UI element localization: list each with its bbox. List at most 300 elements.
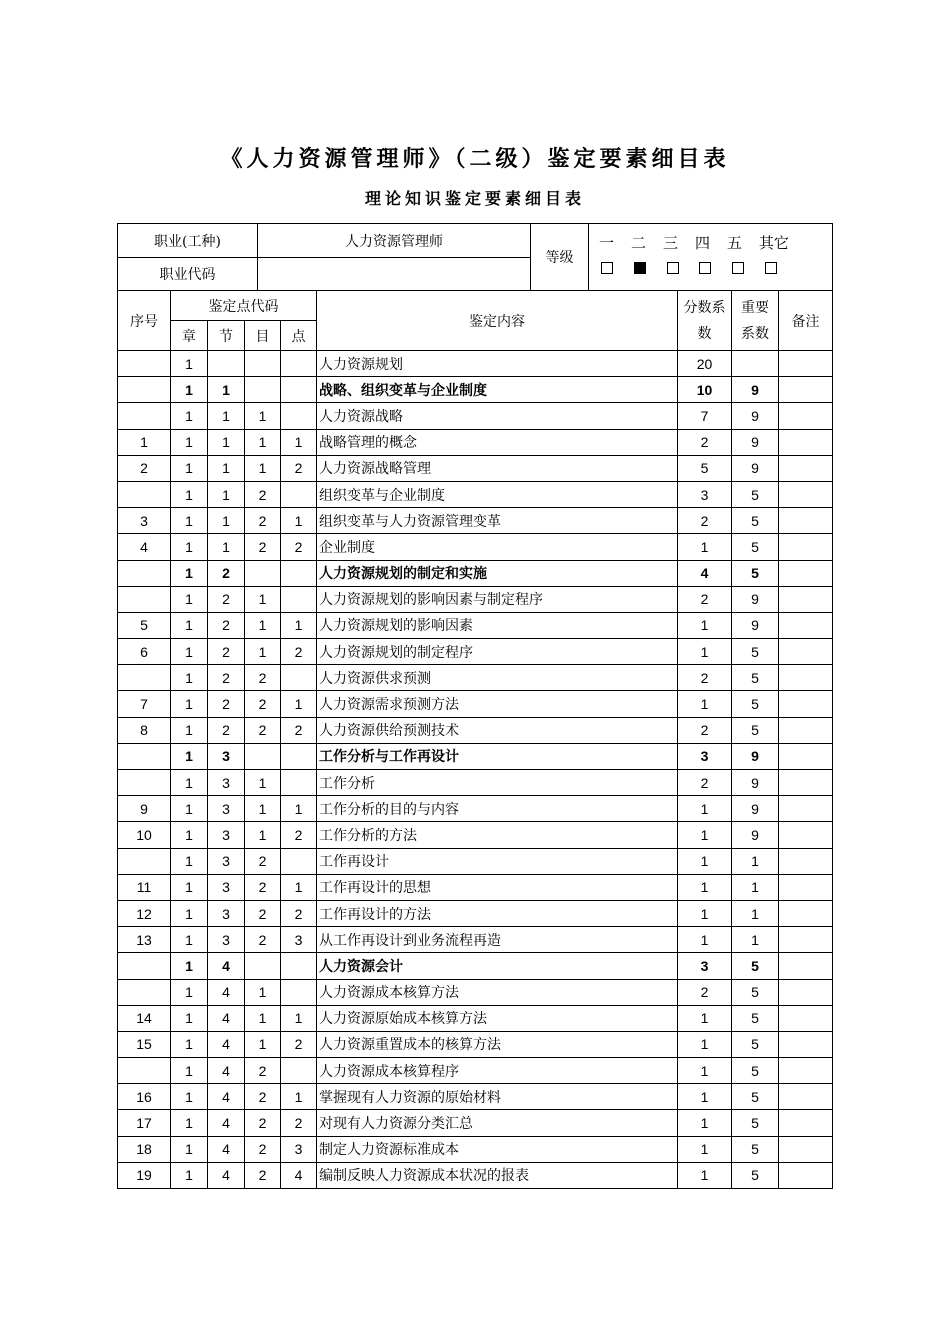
cell-point: 1: [281, 1005, 317, 1031]
grade-option-label: 五: [726, 234, 742, 252]
cell-chapter: 1: [171, 508, 208, 534]
cell-weight: 5: [732, 1162, 779, 1188]
cell-section: 4: [208, 1005, 245, 1031]
cell-point: 2: [281, 900, 317, 926]
cell-weight: 9: [732, 796, 779, 822]
table-row: [118, 534, 833, 560]
cell-point: 3: [281, 927, 317, 953]
occupation-value: 人力资源管理师: [258, 224, 531, 258]
cell-item: 2: [245, 1058, 281, 1084]
cell-content: 工作再设计的思想: [317, 874, 678, 900]
table-row: [118, 455, 833, 481]
cell-content: 人力资源原始成本核算方法: [317, 1005, 678, 1031]
grade-checkbox[interactable]: [634, 262, 646, 274]
table-row: [118, 351, 833, 377]
grade-option-label: 四: [694, 234, 710, 252]
cell-seq: 15: [118, 1031, 171, 1057]
cell-score: 1: [678, 1110, 732, 1136]
cell-score: 20: [678, 351, 732, 377]
cell-remark: [779, 796, 833, 822]
cell-item: 1: [245, 822, 281, 848]
grade-checkbox[interactable]: [601, 262, 613, 274]
grade-checkboxes: [601, 262, 777, 274]
table-row: [118, 822, 833, 848]
cell-seq: 1: [118, 429, 171, 455]
cell-item: [245, 743, 281, 769]
cell-weight: 5: [732, 665, 779, 691]
cell-remark: [779, 1031, 833, 1057]
cell-weight: 9: [732, 743, 779, 769]
cell-point: [281, 770, 317, 796]
cell-remark: [779, 1136, 833, 1162]
cell-content: 人力资源供给预测技术: [317, 717, 678, 743]
grade-option-label: 其它: [758, 234, 789, 252]
cell-score: 1: [678, 534, 732, 560]
cell-content: 战略管理的概念: [317, 429, 678, 455]
cell-point: 1: [281, 429, 317, 455]
cell-score: 1: [678, 796, 732, 822]
cell-point: 3: [281, 1136, 317, 1162]
cell-section: 4: [208, 1084, 245, 1110]
cell-chapter: 1: [171, 1084, 208, 1110]
cell-score: 1: [678, 612, 732, 638]
cell-item: 2: [245, 1084, 281, 1110]
cell-item: 2: [245, 1110, 281, 1136]
col-score-header-line1: 分数系: [683, 299, 726, 316]
cell-score: 1: [678, 691, 732, 717]
cell-content: 从工作再设计到业务流程再造: [317, 927, 678, 953]
cell-chapter: 1: [171, 822, 208, 848]
cell-seq: 12: [118, 900, 171, 926]
cell-section: 1: [208, 377, 245, 403]
cell-content: 工作再设计: [317, 848, 678, 874]
cell-score: 1: [678, 1005, 732, 1031]
cell-seq: [118, 377, 171, 403]
cell-seq: 2: [118, 455, 171, 481]
cell-chapter: 1: [171, 874, 208, 900]
cell-weight: 9: [732, 612, 779, 638]
cell-weight: 5: [732, 1031, 779, 1057]
cell-chapter: 1: [171, 796, 208, 822]
grade-labels: [599, 232, 789, 253]
cell-weight: 5: [732, 534, 779, 560]
cell-point: [281, 351, 317, 377]
cell-item: 2: [245, 1136, 281, 1162]
table-row: [118, 481, 833, 507]
cell-content: 企业制度: [317, 534, 678, 560]
cell-content: 战略、组织变革与企业制度: [317, 377, 678, 403]
cell-section: 1: [208, 429, 245, 455]
cell-seq: [118, 665, 171, 691]
cell-weight: 1: [732, 874, 779, 900]
cell-point: 4: [281, 1162, 317, 1188]
cell-point: [281, 953, 317, 979]
cell-remark: [779, 560, 833, 586]
cell-chapter: 1: [171, 1162, 208, 1188]
cell-section: 3: [208, 822, 245, 848]
cell-section: 3: [208, 874, 245, 900]
cell-item: 2: [245, 874, 281, 900]
cell-seq: [118, 743, 171, 769]
table-row: [118, 1058, 833, 1084]
cell-seq: 16: [118, 1084, 171, 1110]
table-row: [118, 1005, 833, 1031]
cell-remark: [779, 351, 833, 377]
cell-remark: [779, 1110, 833, 1136]
col-item-header: 目: [245, 321, 281, 351]
cell-seq: 13: [118, 927, 171, 953]
cell-section: 4: [208, 1136, 245, 1162]
cell-seq: 8: [118, 717, 171, 743]
cell-section: 4: [208, 953, 245, 979]
col-remark-header: 备注: [779, 291, 833, 351]
cell-remark: [779, 1162, 833, 1188]
cell-score: 5: [678, 455, 732, 481]
grade-checkbox[interactable]: [765, 262, 777, 274]
cell-section: 2: [208, 586, 245, 612]
cell-weight: 9: [732, 586, 779, 612]
cell-content: 人力资源供求预测: [317, 665, 678, 691]
cell-point: [281, 586, 317, 612]
cell-weight: 1: [732, 900, 779, 926]
col-content-header: 鉴定内容: [317, 291, 678, 351]
cell-point: 1: [281, 691, 317, 717]
cell-chapter: 1: [171, 691, 208, 717]
cell-content: 人力资源规划的制定程序: [317, 639, 678, 665]
cell-chapter: 1: [171, 1110, 208, 1136]
cell-score: 3: [678, 743, 732, 769]
cell-section: 1: [208, 481, 245, 507]
cell-remark: [779, 534, 833, 560]
cell-chapter: 1: [171, 560, 208, 586]
cell-seq: 5: [118, 612, 171, 638]
cell-section: 4: [208, 979, 245, 1005]
cell-score: 4: [678, 560, 732, 586]
cell-seq: [118, 979, 171, 1005]
cell-weight: 9: [732, 455, 779, 481]
table-row: [118, 717, 833, 743]
cell-point: 1: [281, 612, 317, 638]
cell-point: 1: [281, 796, 317, 822]
cell-weight: 9: [732, 403, 779, 429]
cell-item: [245, 351, 281, 377]
cell-score: 2: [678, 508, 732, 534]
cell-chapter: 1: [171, 481, 208, 507]
cell-point: [281, 848, 317, 874]
cell-item: 2: [245, 508, 281, 534]
cell-section: 2: [208, 717, 245, 743]
cell-section: 1: [208, 534, 245, 560]
cell-chapter: 1: [171, 1058, 208, 1084]
cell-section: 4: [208, 1031, 245, 1057]
cell-seq: 7: [118, 691, 171, 717]
cell-item: 2: [245, 481, 281, 507]
cell-seq: 11: [118, 874, 171, 900]
cell-item: 1: [245, 586, 281, 612]
cell-score: 1: [678, 1058, 732, 1084]
cell-chapter: 1: [171, 1136, 208, 1162]
grade-checkbox[interactable]: [667, 262, 679, 274]
cell-score: 1: [678, 1136, 732, 1162]
cell-weight: 5: [732, 1084, 779, 1110]
cell-point: [281, 403, 317, 429]
cell-content: 人力资源规划的制定和实施: [317, 560, 678, 586]
cell-content: 组织变革与企业制度: [317, 481, 678, 507]
cell-content: 人力资源规划的影响因素: [317, 612, 678, 638]
cell-remark: [779, 455, 833, 481]
cell-item: 1: [245, 979, 281, 1005]
cell-section: [208, 351, 245, 377]
cell-section: 1: [208, 403, 245, 429]
cell-section: 4: [208, 1110, 245, 1136]
cell-section: 3: [208, 796, 245, 822]
cell-point: [281, 377, 317, 403]
cell-content: 人力资源成本核算程序: [317, 1058, 678, 1084]
cell-remark: [779, 874, 833, 900]
cell-seq: 10: [118, 822, 171, 848]
table-row: [118, 1136, 833, 1162]
cell-chapter: 1: [171, 639, 208, 665]
cell-item: 1: [245, 455, 281, 481]
cell-section: 2: [208, 560, 245, 586]
cell-section: 4: [208, 1058, 245, 1084]
cell-point: [281, 665, 317, 691]
occupation-label: 职业(工种): [118, 224, 258, 258]
cell-weight: 5: [732, 691, 779, 717]
cell-content: 工作分析的方法: [317, 822, 678, 848]
cell-chapter: 1: [171, 743, 208, 769]
cell-score: 2: [678, 429, 732, 455]
cell-weight: 5: [732, 953, 779, 979]
cell-point: [281, 560, 317, 586]
grade-selector: [589, 224, 833, 291]
cell-content: 人力资源规划的影响因素与制定程序: [317, 586, 678, 612]
table-row: [118, 770, 833, 796]
occupation-code-label: 职业代码: [118, 258, 258, 291]
cell-seq: 17: [118, 1110, 171, 1136]
cell-score: 1: [678, 1031, 732, 1057]
table-row: [118, 1110, 833, 1136]
cell-section: 3: [208, 848, 245, 874]
cell-item: 1: [245, 770, 281, 796]
cell-weight: 1: [732, 848, 779, 874]
cell-seq: [118, 1058, 171, 1084]
cell-chapter: 1: [171, 612, 208, 638]
cell-weight: [732, 351, 779, 377]
cell-item: 2: [245, 691, 281, 717]
cell-content: 工作分析: [317, 770, 678, 796]
cell-section: 2: [208, 612, 245, 638]
table-row: [118, 1162, 833, 1188]
cell-remark: [779, 508, 833, 534]
document-subtitle: 理论知识鉴定要素细目表: [364, 189, 585, 208]
cell-item: 1: [245, 403, 281, 429]
cell-point: 1: [281, 874, 317, 900]
cell-section: 2: [208, 665, 245, 691]
cell-content: 人力资源战略管理: [317, 455, 678, 481]
grade-checkbox[interactable]: [699, 262, 711, 274]
cell-item: 1: [245, 612, 281, 638]
grade-checkbox[interactable]: [732, 262, 744, 274]
cell-weight: 5: [732, 560, 779, 586]
col-score-header: [678, 291, 732, 351]
cell-point: 2: [281, 639, 317, 665]
col-weight-header-line1: 重要: [741, 299, 769, 316]
cell-section: 4: [208, 1162, 245, 1188]
cell-item: [245, 560, 281, 586]
cell-chapter: 1: [171, 979, 208, 1005]
cell-chapter: 1: [171, 665, 208, 691]
grade-option-label: 三: [662, 234, 678, 252]
table-row: [118, 612, 833, 638]
cell-weight: 5: [732, 1005, 779, 1031]
cell-weight: 9: [732, 770, 779, 796]
grade-option-label: 一: [599, 234, 615, 252]
cell-score: 3: [678, 953, 732, 979]
cell-weight: 5: [732, 979, 779, 1005]
cell-chapter: 1: [171, 953, 208, 979]
cell-item: 1: [245, 1031, 281, 1057]
col-score-header-line2: 数: [697, 325, 712, 342]
table-row: [118, 665, 833, 691]
cell-score: 10: [678, 377, 732, 403]
cell-section: 3: [208, 900, 245, 926]
cell-section: 1: [208, 508, 245, 534]
cell-remark: [779, 743, 833, 769]
grade-option-label: 二: [630, 234, 646, 252]
cell-section: 2: [208, 639, 245, 665]
cell-item: 2: [245, 665, 281, 691]
col-point-header: 点: [281, 321, 317, 351]
cell-item: 1: [245, 796, 281, 822]
cell-remark: [779, 953, 833, 979]
cell-section: 2: [208, 691, 245, 717]
cell-remark: [779, 900, 833, 926]
table-row: [118, 403, 833, 429]
cell-point: [281, 979, 317, 1005]
cell-chapter: 1: [171, 351, 208, 377]
cell-remark: [779, 770, 833, 796]
cell-weight: 5: [732, 1058, 779, 1084]
cell-chapter: 1: [171, 455, 208, 481]
cell-chapter: 1: [171, 429, 208, 455]
cell-seq: 4: [118, 534, 171, 560]
table-row: [118, 1084, 833, 1110]
cell-seq: [118, 770, 171, 796]
cell-score: 2: [678, 586, 732, 612]
cell-seq: [118, 848, 171, 874]
cell-content: 工作再设计的方法: [317, 900, 678, 926]
cell-point: 1: [281, 1084, 317, 1110]
cell-point: [281, 481, 317, 507]
cell-chapter: 1: [171, 927, 208, 953]
occupation-header-table: [117, 223, 833, 291]
cell-score: 1: [678, 822, 732, 848]
cell-weight: 5: [732, 481, 779, 507]
cell-score: 2: [678, 979, 732, 1005]
cell-seq: [118, 560, 171, 586]
cell-point: 2: [281, 1110, 317, 1136]
cell-weight: 1: [732, 927, 779, 953]
cell-weight: 9: [732, 429, 779, 455]
col-weight-header: [732, 291, 779, 351]
cell-section: 3: [208, 743, 245, 769]
table-row: [118, 429, 833, 455]
table-row: [118, 874, 833, 900]
cell-content: 人力资源规划: [317, 351, 678, 377]
table-row: [118, 743, 833, 769]
cell-remark: [779, 1084, 833, 1110]
cell-chapter: 1: [171, 403, 208, 429]
cell-remark: [779, 586, 833, 612]
cell-item: 2: [245, 1162, 281, 1188]
table-row: [118, 691, 833, 717]
cell-chapter: 1: [171, 848, 208, 874]
col-weight-header-line2: 系数: [741, 325, 769, 342]
cell-seq: 18: [118, 1136, 171, 1162]
table-row: [118, 639, 833, 665]
cell-seq: [118, 351, 171, 377]
grade-label: 等级: [531, 224, 589, 291]
cell-remark: [779, 639, 833, 665]
col-section-header: 节: [208, 321, 245, 351]
cell-weight: 5: [732, 508, 779, 534]
cell-score: 1: [678, 848, 732, 874]
col-seq-header: 序号: [118, 291, 171, 351]
cell-content: 掌握现有人力资源的原始材料: [317, 1084, 678, 1110]
cell-item: 2: [245, 848, 281, 874]
cell-remark: [779, 665, 833, 691]
cell-item: 1: [245, 429, 281, 455]
occupation-code-value: [258, 258, 531, 291]
cell-seq: 3: [118, 508, 171, 534]
cell-chapter: 1: [171, 586, 208, 612]
cell-chapter: 1: [171, 1005, 208, 1031]
table-row: [118, 900, 833, 926]
cell-remark: [779, 822, 833, 848]
table-row: [118, 1031, 833, 1057]
table-row: [118, 848, 833, 874]
cell-content: 人力资源重置成本的核算方法: [317, 1031, 678, 1057]
cell-remark: [779, 481, 833, 507]
cell-chapter: 1: [171, 900, 208, 926]
table-row: [118, 796, 833, 822]
cell-content: 人力资源会计: [317, 953, 678, 979]
cell-seq: 19: [118, 1162, 171, 1188]
cell-item: 2: [245, 927, 281, 953]
cell-score: 1: [678, 900, 732, 926]
cell-score: 1: [678, 1084, 732, 1110]
cell-seq: 9: [118, 796, 171, 822]
document-title: 《人力资源管理师》（二级）鉴定要素细目表: [220, 146, 730, 172]
table-row: [118, 953, 833, 979]
cell-item: 1: [245, 639, 281, 665]
cell-chapter: 1: [171, 534, 208, 560]
cell-content: 组织变革与人力资源管理变革: [317, 508, 678, 534]
cell-score: 1: [678, 639, 732, 665]
cell-content: 人力资源战略: [317, 403, 678, 429]
cell-seq: [118, 953, 171, 979]
cell-seq: 6: [118, 639, 171, 665]
cell-item: 2: [245, 534, 281, 560]
cell-section: 1: [208, 455, 245, 481]
cell-weight: 5: [732, 1110, 779, 1136]
cell-point: 2: [281, 717, 317, 743]
cell-remark: [779, 403, 833, 429]
table-row: [118, 979, 833, 1005]
cell-seq: [118, 403, 171, 429]
cell-item: 2: [245, 717, 281, 743]
